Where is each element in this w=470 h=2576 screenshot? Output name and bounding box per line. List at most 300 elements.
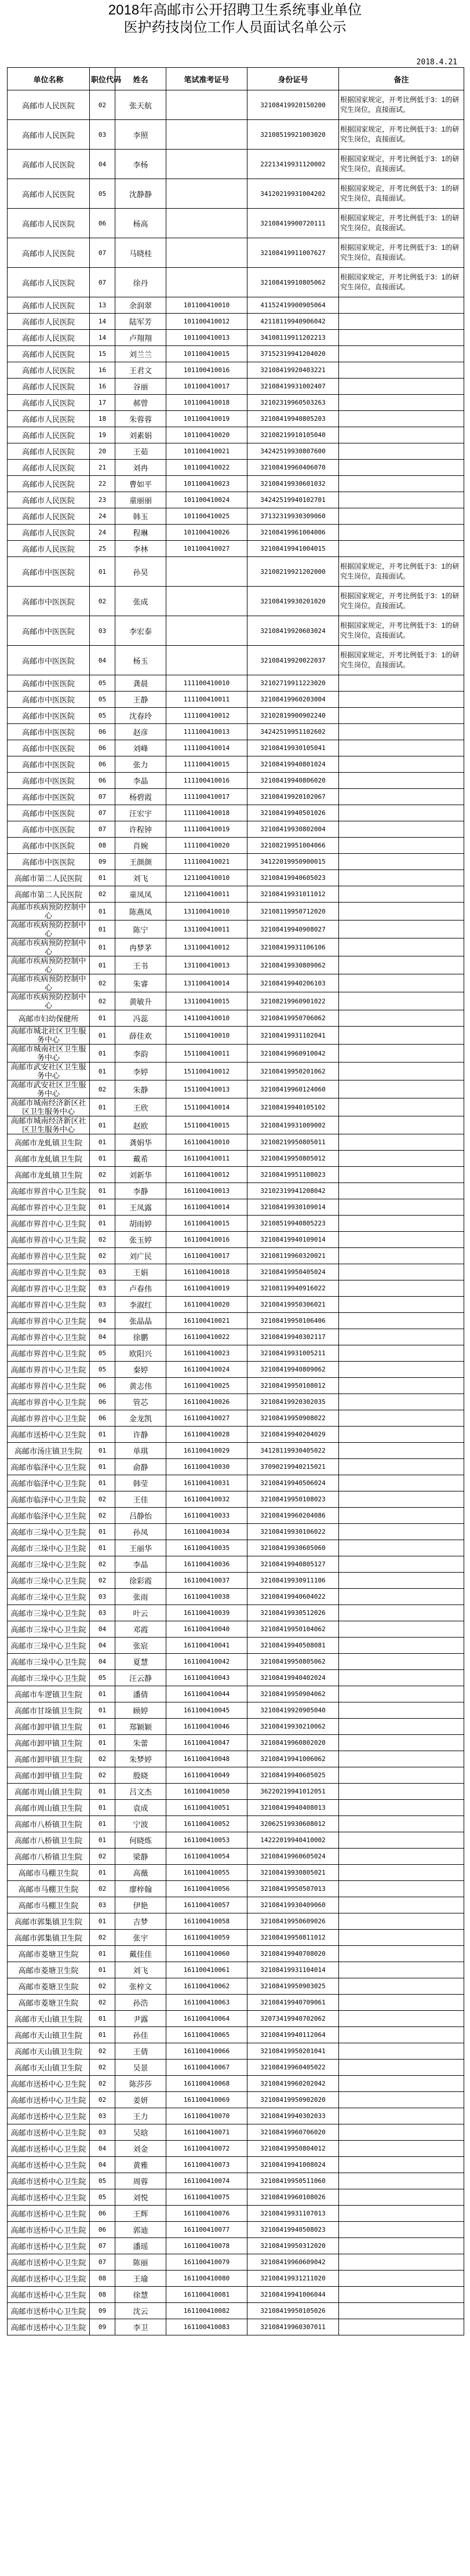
unit-cell: 高邮市人民医院 — [8, 443, 90, 460]
name-cell: 马晓桂 — [115, 238, 166, 268]
table-row — [8, 646, 464, 675]
exam-number-cell: 161100410011 — [166, 1151, 247, 1167]
table-row — [8, 1027, 464, 1045]
table-row — [8, 1686, 464, 1702]
unit-cell: 高邮市三垛中心卫生院 — [8, 1540, 90, 1556]
unit-cell: 高邮市中医医院 — [8, 838, 90, 854]
table-row — [8, 2043, 464, 2060]
table-row — [8, 1800, 464, 1816]
id-number-cell: 32108419950805012 — [247, 1151, 339, 1167]
note-cell — [339, 773, 464, 789]
id-number-cell: 32108419960609042 — [247, 2254, 339, 2271]
id-number-cell: 32108419940508081 — [247, 1638, 339, 1654]
unit-cell: 高邮市人民医院 — [8, 411, 90, 427]
id-number-cell: 32108419950804012 — [247, 2141, 339, 2157]
unit-cell: 高邮市界首中心卫生院 — [8, 1232, 90, 1248]
name-cell: 李杨 — [115, 150, 166, 179]
note-cell — [339, 2173, 464, 2189]
code-cell: 01 — [90, 1475, 115, 1491]
code-cell: 01 — [90, 1524, 115, 1540]
exam-number-cell: 161100410022 — [166, 1329, 247, 1345]
code-cell: 05 — [90, 2189, 115, 2206]
header-id-number: 身份证号 — [247, 68, 339, 90]
note-cell — [339, 1946, 464, 1962]
note-cell — [339, 1605, 464, 1621]
id-number-cell: 32108419960910042 — [247, 1045, 339, 1063]
exam-number-cell: 161100410051 — [166, 1800, 247, 1816]
name-cell: 吴景 — [115, 2060, 166, 2076]
id-number-cell: 32108419951108023 — [247, 1167, 339, 1183]
name-cell: 王书 — [115, 956, 166, 974]
code-cell: 02 — [90, 2043, 115, 2060]
note-cell — [339, 1540, 464, 1556]
note-cell — [339, 2124, 464, 2141]
table-row — [8, 557, 464, 587]
id-number-cell: 32108219910105040 — [247, 427, 339, 443]
id-number-cell: 32108419960203004 — [247, 692, 339, 708]
table-row — [8, 1865, 464, 1881]
name-cell: 郝曾 — [115, 395, 166, 411]
name-cell: 朱蓉蓉 — [115, 411, 166, 427]
note-cell — [339, 1410, 464, 1427]
name-cell: 戴希 — [115, 1151, 166, 1167]
exam-number-cell: 161100410059 — [166, 1930, 247, 1946]
name-cell: 刘素娟 — [115, 427, 166, 443]
table-row — [8, 2206, 464, 2222]
table-row — [8, 1832, 464, 1849]
name-cell: 王瑜 — [115, 2271, 166, 2287]
table-row — [8, 150, 464, 179]
name-cell: 姜妍 — [115, 2092, 166, 2108]
exam-number-cell: 161100410028 — [166, 1427, 247, 1443]
exam-number-cell: 101100410016 — [166, 362, 247, 379]
code-cell: 23 — [90, 492, 115, 508]
unit-cell: 高邮市卸甲镇卫生院 — [8, 1719, 90, 1735]
id-number-cell: 32108419930201020 — [247, 587, 339, 616]
unit-cell: 高邮市人民医院 — [8, 395, 90, 411]
table-row — [8, 2076, 464, 2092]
unit-cell: 高邮市人民医院 — [8, 90, 90, 120]
id-number-cell: 32108419960405022 — [247, 2060, 339, 2076]
note-cell — [339, 1378, 464, 1394]
unit-cell: 高邮市中医医院 — [8, 805, 90, 821]
id-number-cell: 32108419940708020 — [247, 1946, 339, 1962]
exam-number-cell: 151100410011 — [166, 1045, 247, 1063]
exam-number-cell: 161100410034 — [166, 1524, 247, 1540]
note-cell — [339, 1573, 464, 1589]
note-cell — [339, 2222, 464, 2238]
code-cell: 02 — [90, 2092, 115, 2108]
unit-cell: 高邮市卸甲镇卫生院 — [8, 1735, 90, 1751]
exam-number-cell: 161100410057 — [166, 1897, 247, 1913]
note-cell — [339, 920, 464, 938]
note-cell — [339, 2011, 464, 2027]
unit-cell: 高邮市送桥中心卫生院 — [8, 2303, 90, 2319]
table-row — [8, 427, 464, 443]
exam-number-cell — [166, 557, 247, 587]
table-row — [8, 1167, 464, 1183]
code-cell: 01 — [90, 1686, 115, 1702]
table-row — [8, 1280, 464, 1297]
exam-number-cell: 161100410044 — [166, 1686, 247, 1702]
note-cell — [339, 1524, 464, 1540]
id-number-cell: 32108419950507013 — [247, 1881, 339, 1897]
code-cell: 15 — [90, 346, 115, 362]
unit-cell: 高邮市中医医院 — [8, 557, 90, 587]
code-cell: 02 — [90, 1491, 115, 1508]
unit-cell: 高邮市周山镇卫生院 — [8, 1800, 90, 1816]
exam-number-cell: 141100410010 — [166, 1010, 247, 1027]
note-cell: 根据国家规定，开考比例低于3：1的研究生岗位，直接面试。 — [339, 120, 464, 150]
unit-cell: 高邮市武安社区卫生服务中心 — [8, 1080, 90, 1098]
code-cell: 08 — [90, 2287, 115, 2303]
note-cell — [339, 525, 464, 541]
unit-cell: 高邮市城北社区卫生服务中心 — [8, 1027, 90, 1045]
name-cell: 张晶晶 — [115, 1313, 166, 1329]
name-cell: 沈春玲 — [115, 708, 166, 724]
code-cell: 04 — [90, 646, 115, 675]
note-cell — [339, 740, 464, 756]
note-cell — [339, 1767, 464, 1784]
id-number-cell: 32062519930608012 — [247, 1816, 339, 1832]
unit-cell: 高邮市中医医院 — [8, 616, 90, 646]
name-cell: 张雨 — [115, 1589, 166, 1605]
unit-cell: 高邮市人民医院 — [8, 314, 90, 330]
code-cell: 01 — [90, 1735, 115, 1751]
exam-number-cell: 151100410014 — [166, 1098, 247, 1116]
unit-cell: 高邮市中医医院 — [8, 724, 90, 740]
name-cell: 刘兰兰 — [115, 346, 166, 362]
unit-cell: 高邮市菱塘卫生院 — [8, 1962, 90, 1978]
exam-number-cell: 161100410079 — [166, 2254, 247, 2271]
unit-cell: 高邮市界首中心卫生院 — [8, 1394, 90, 1410]
unit-cell: 高邮市中医医院 — [8, 587, 90, 616]
table-row — [8, 870, 464, 886]
unit-cell: 高邮市城南经济新区社区卫生服务中心 — [8, 1098, 90, 1116]
id-number-cell: 32108419940105102 — [247, 1098, 339, 1116]
code-cell: 02 — [90, 1573, 115, 1589]
code-cell: 01 — [90, 1946, 115, 1962]
note-cell — [339, 974, 464, 992]
id-number-cell: 32108419950811012 — [247, 1930, 339, 1946]
code-cell: 01 — [90, 1045, 115, 1063]
id-number-cell: 32108419940508023 — [247, 2222, 339, 2238]
unit-cell: 高邮市送桥中心卫生院 — [8, 2271, 90, 2287]
table-row — [8, 903, 464, 920]
exam-number-cell: 161100410021 — [166, 1313, 247, 1329]
table-row — [8, 525, 464, 541]
exam-number-cell: 111100410013 — [166, 724, 247, 740]
exam-number-cell — [166, 209, 247, 238]
code-cell: 16 — [90, 379, 115, 395]
unit-cell: 高邮市龙虬镇卫生院 — [8, 1134, 90, 1151]
table-row — [8, 1735, 464, 1751]
unit-cell: 高邮市人民医院 — [8, 379, 90, 395]
exam-number-cell: 161100410032 — [166, 1491, 247, 1508]
code-cell: 07 — [90, 789, 115, 805]
id-number-cell: 34108119911202213 — [247, 330, 339, 346]
unit-cell: 高邮市八桥镇卫生院 — [8, 1849, 90, 1865]
id-number-cell: 32108419930409060 — [247, 1897, 339, 1913]
unit-cell: 高邮市送桥中心卫生院 — [8, 2108, 90, 2124]
code-cell: 04 — [90, 1638, 115, 1654]
note-cell — [339, 1394, 464, 1410]
code-cell: 02 — [90, 1556, 115, 1573]
unit-cell: 高邮市人民医院 — [8, 362, 90, 379]
exam-number-cell: 161100410050 — [166, 1784, 247, 1800]
note-cell — [339, 1654, 464, 1670]
id-number-cell: 37152319941204020 — [247, 346, 339, 362]
name-cell: 尹露 — [115, 2011, 166, 2027]
code-cell: 03 — [90, 1589, 115, 1605]
table-row — [8, 1654, 464, 1670]
unit-cell: 高邮市武安社区卫生服务中心 — [8, 1063, 90, 1080]
code-cell: 08 — [90, 2271, 115, 2287]
table-row — [8, 1524, 464, 1540]
id-number-cell: 34122019950900015 — [247, 854, 339, 870]
note-cell — [339, 956, 464, 974]
note-cell — [339, 1491, 464, 1508]
id-number-cell: 32108419940204029 — [247, 1427, 339, 1443]
id-number-cell: 32108419940604022 — [247, 1589, 339, 1605]
table-row — [8, 1329, 464, 1345]
code-cell: 01 — [90, 1027, 115, 1045]
name-cell: 王茹 — [115, 443, 166, 460]
id-number-cell: 32108419920302035 — [247, 1394, 339, 1410]
exam-number-cell: 101100410018 — [166, 395, 247, 411]
name-cell: 龚娟华 — [115, 1134, 166, 1151]
unit-cell: 高邮市临泽中心卫生院 — [8, 1475, 90, 1491]
name-cell: 刘悦 — [115, 2189, 166, 2206]
table-row — [8, 886, 464, 903]
note-cell — [339, 692, 464, 708]
note-cell: 根据国家规定，开考比例低于3：1的研究生岗位，直接面试。 — [339, 179, 464, 209]
exam-number-cell: 161100410046 — [166, 1719, 247, 1735]
table-row — [8, 1719, 464, 1735]
name-cell: 张天航 — [115, 90, 166, 120]
exam-number-cell: 101100410017 — [166, 379, 247, 395]
table-row — [8, 2141, 464, 2157]
exam-number-cell — [166, 587, 247, 616]
exam-number-cell: 151100410013 — [166, 1080, 247, 1098]
exam-number-cell — [166, 646, 247, 675]
note-cell — [339, 1621, 464, 1638]
code-cell: 03 — [90, 1297, 115, 1313]
code-cell: 01 — [90, 1540, 115, 1556]
code-cell: 14 — [90, 314, 115, 330]
unit-cell: 高邮市天山镇卫生院 — [8, 2027, 90, 2043]
code-cell: 01 — [90, 1459, 115, 1475]
exam-number-cell: 101100410022 — [166, 460, 247, 476]
exam-number-cell: 111100410017 — [166, 789, 247, 805]
note-cell — [339, 789, 464, 805]
exam-number-cell: 111100410012 — [166, 708, 247, 724]
unit-cell: 高邮市中医医院 — [8, 740, 90, 756]
unit-cell: 高邮市疾病预防控制中心 — [8, 938, 90, 956]
exam-number-cell: 101100410020 — [166, 427, 247, 443]
table-row — [8, 1573, 464, 1589]
code-cell: 25 — [90, 541, 115, 557]
exam-number-cell: 111100410021 — [166, 854, 247, 870]
unit-cell: 高邮市卸甲镇卫生院 — [8, 1767, 90, 1784]
unit-cell: 高邮市送桥中心卫生院 — [8, 2287, 90, 2303]
code-cell: 01 — [90, 2027, 115, 2043]
name-cell: 刘广民 — [115, 1248, 166, 1264]
table-row — [8, 920, 464, 938]
note-cell — [339, 1978, 464, 1995]
table-row — [8, 708, 464, 724]
exam-number-cell: 161100410061 — [166, 1962, 247, 1978]
name-cell: 王静 — [115, 692, 166, 708]
table-row — [8, 1199, 464, 1216]
exam-number-cell: 101100410013 — [166, 330, 247, 346]
table-row — [8, 297, 464, 314]
unit-cell: 高邮市疾病预防控制中心 — [8, 974, 90, 992]
note-cell — [339, 886, 464, 903]
id-number-cell: 32108219960901022 — [247, 992, 339, 1010]
unit-cell: 高邮市三垛中心卫生院 — [8, 1524, 90, 1540]
name-cell: 李淑红 — [115, 1297, 166, 1313]
id-number-cell: 32108419940408013 — [247, 1800, 339, 1816]
id-number-cell: 32108219921202000 — [247, 557, 339, 587]
exam-number-cell: 161100410080 — [166, 2271, 247, 2287]
name-cell: 夏慧 — [115, 1654, 166, 1670]
id-number-cell: 32108519940805223 — [247, 1216, 339, 1232]
name-cell: 李宏泰 — [115, 616, 166, 646]
note-cell — [339, 724, 464, 740]
id-number-cell: 32108419911007627 — [247, 238, 339, 268]
unit-cell: 高邮市送桥中心卫生院 — [8, 2254, 90, 2271]
name-cell: 赵彦 — [115, 724, 166, 740]
table-row — [8, 1540, 464, 1556]
unit-cell: 高邮市三垛中心卫生院 — [8, 1638, 90, 1654]
unit-cell: 高邮市天山镇卫生院 — [8, 2043, 90, 2060]
code-cell: 03 — [90, 1264, 115, 1280]
name-cell: 顾婷 — [115, 1702, 166, 1719]
id-number-cell: 36220219941012051 — [247, 1784, 339, 1800]
table-row — [8, 1589, 464, 1605]
note-cell — [339, 1865, 464, 1881]
id-number-cell: 32108419950108012 — [247, 1378, 339, 1394]
exam-number-cell: 161100410024 — [166, 1362, 247, 1378]
note-cell — [339, 1027, 464, 1045]
id-number-cell: 32108419930605060 — [247, 1540, 339, 1556]
id-number-cell: 14222019940410002 — [247, 1832, 339, 1849]
exam-number-cell: 161100410082 — [166, 2303, 247, 2319]
table-row — [8, 460, 464, 476]
exam-number-cell: 161100410039 — [166, 1605, 247, 1621]
table-row — [8, 1183, 464, 1199]
code-cell: 02 — [90, 1930, 115, 1946]
note-cell — [339, 346, 464, 362]
unit-cell: 高邮市界首中心卫生院 — [8, 1264, 90, 1280]
table-row — [8, 1491, 464, 1508]
note-cell — [339, 2238, 464, 2254]
exam-number-cell: 111100410018 — [166, 805, 247, 821]
name-cell: 李婷 — [115, 1063, 166, 1080]
table-row — [8, 1410, 464, 1427]
table-row — [8, 1313, 464, 1329]
name-cell: 戴佳佳 — [115, 1946, 166, 1962]
note-cell — [339, 1475, 464, 1491]
code-cell: 06 — [90, 2222, 115, 2238]
name-cell: 吴晗 — [115, 2124, 166, 2141]
id-number-cell: 32108419950903025 — [247, 1978, 339, 1995]
id-number-cell: 32108419920150200 — [247, 90, 339, 120]
note-cell — [339, 1134, 464, 1151]
exam-number-cell: 111100410010 — [166, 675, 247, 692]
code-cell: 06 — [90, 209, 115, 238]
exam-number-cell: 111100410014 — [166, 740, 247, 756]
table-row — [8, 2011, 464, 2027]
name-cell: 王娟 — [115, 1264, 166, 1280]
table-row — [8, 2222, 464, 2238]
unit-cell: 高邮市第二人民医院 — [8, 886, 90, 903]
table-row — [8, 2189, 464, 2206]
id-number-cell: 32102319941208042 — [247, 1183, 339, 1199]
unit-cell: 高邮市天山镇卫生院 — [8, 2011, 90, 2027]
name-cell: 陈燕凤 — [115, 903, 166, 920]
exam-number-cell: 111100410016 — [166, 773, 247, 789]
name-cell: 何晓炼 — [115, 1832, 166, 1849]
exam-number-cell: 131100410012 — [166, 938, 247, 956]
id-number-cell: 32073419940702062 — [247, 2011, 339, 2027]
name-cell: 张力 — [115, 756, 166, 773]
table-row — [8, 821, 464, 838]
exam-number-cell: 161100410052 — [166, 1816, 247, 1832]
note-cell — [339, 476, 464, 492]
name-cell: 吉梦 — [115, 1913, 166, 1930]
code-cell: 01 — [90, 1719, 115, 1735]
name-cell: 杨高 — [115, 209, 166, 238]
exam-number-cell: 161100410083 — [166, 2319, 247, 2335]
table-row — [8, 1345, 464, 1362]
id-number-cell: 32108419940206103 — [247, 974, 339, 992]
id-number-cell: 32108419960108026 — [247, 2189, 339, 2206]
name-cell: 徐慧 — [115, 2287, 166, 2303]
code-cell: 04 — [90, 2157, 115, 2173]
unit-cell: 高邮市三垛中心卫生院 — [8, 1605, 90, 1621]
id-number-cell: 34128119930405022 — [247, 1443, 339, 1459]
code-cell: 03 — [90, 2124, 115, 2141]
note-cell — [339, 2157, 464, 2173]
note-cell — [339, 2319, 464, 2335]
table-row — [8, 179, 464, 209]
name-cell: 高薇 — [115, 1865, 166, 1881]
name-cell: 孙浩 — [115, 1995, 166, 2011]
id-number-cell: 32108419960706020 — [247, 2124, 339, 2141]
name-cell: 王颜颜 — [115, 854, 166, 870]
unit-cell: 高邮市界首中心卫生院 — [8, 1329, 90, 1345]
exam-number-cell: 101100410025 — [166, 508, 247, 525]
exam-number-cell: 101100410012 — [166, 314, 247, 330]
unit-cell: 高邮市菱塘卫生院 — [8, 1995, 90, 2011]
header-unit: 单位名称 — [8, 68, 90, 90]
unit-cell: 高邮市人民医院 — [8, 238, 90, 268]
code-cell: 05 — [90, 1345, 115, 1362]
id-number-cell: 32108419950306021 — [247, 1297, 339, 1313]
note-cell — [339, 1686, 464, 1702]
id-number-cell: 32108419950108023 — [247, 1491, 339, 1508]
id-number-cell: 32108419961004006 — [247, 525, 339, 541]
id-number-cell: 32108419931011012 — [247, 886, 339, 903]
id-number-cell: 32108419920022037 — [247, 646, 339, 675]
code-cell: 04 — [90, 1313, 115, 1329]
code-cell: 02 — [90, 1849, 115, 1865]
note-cell — [339, 1962, 464, 1978]
unit-cell: 高邮市郭集镇卫生院 — [8, 1913, 90, 1930]
code-cell: 02 — [90, 1751, 115, 1767]
